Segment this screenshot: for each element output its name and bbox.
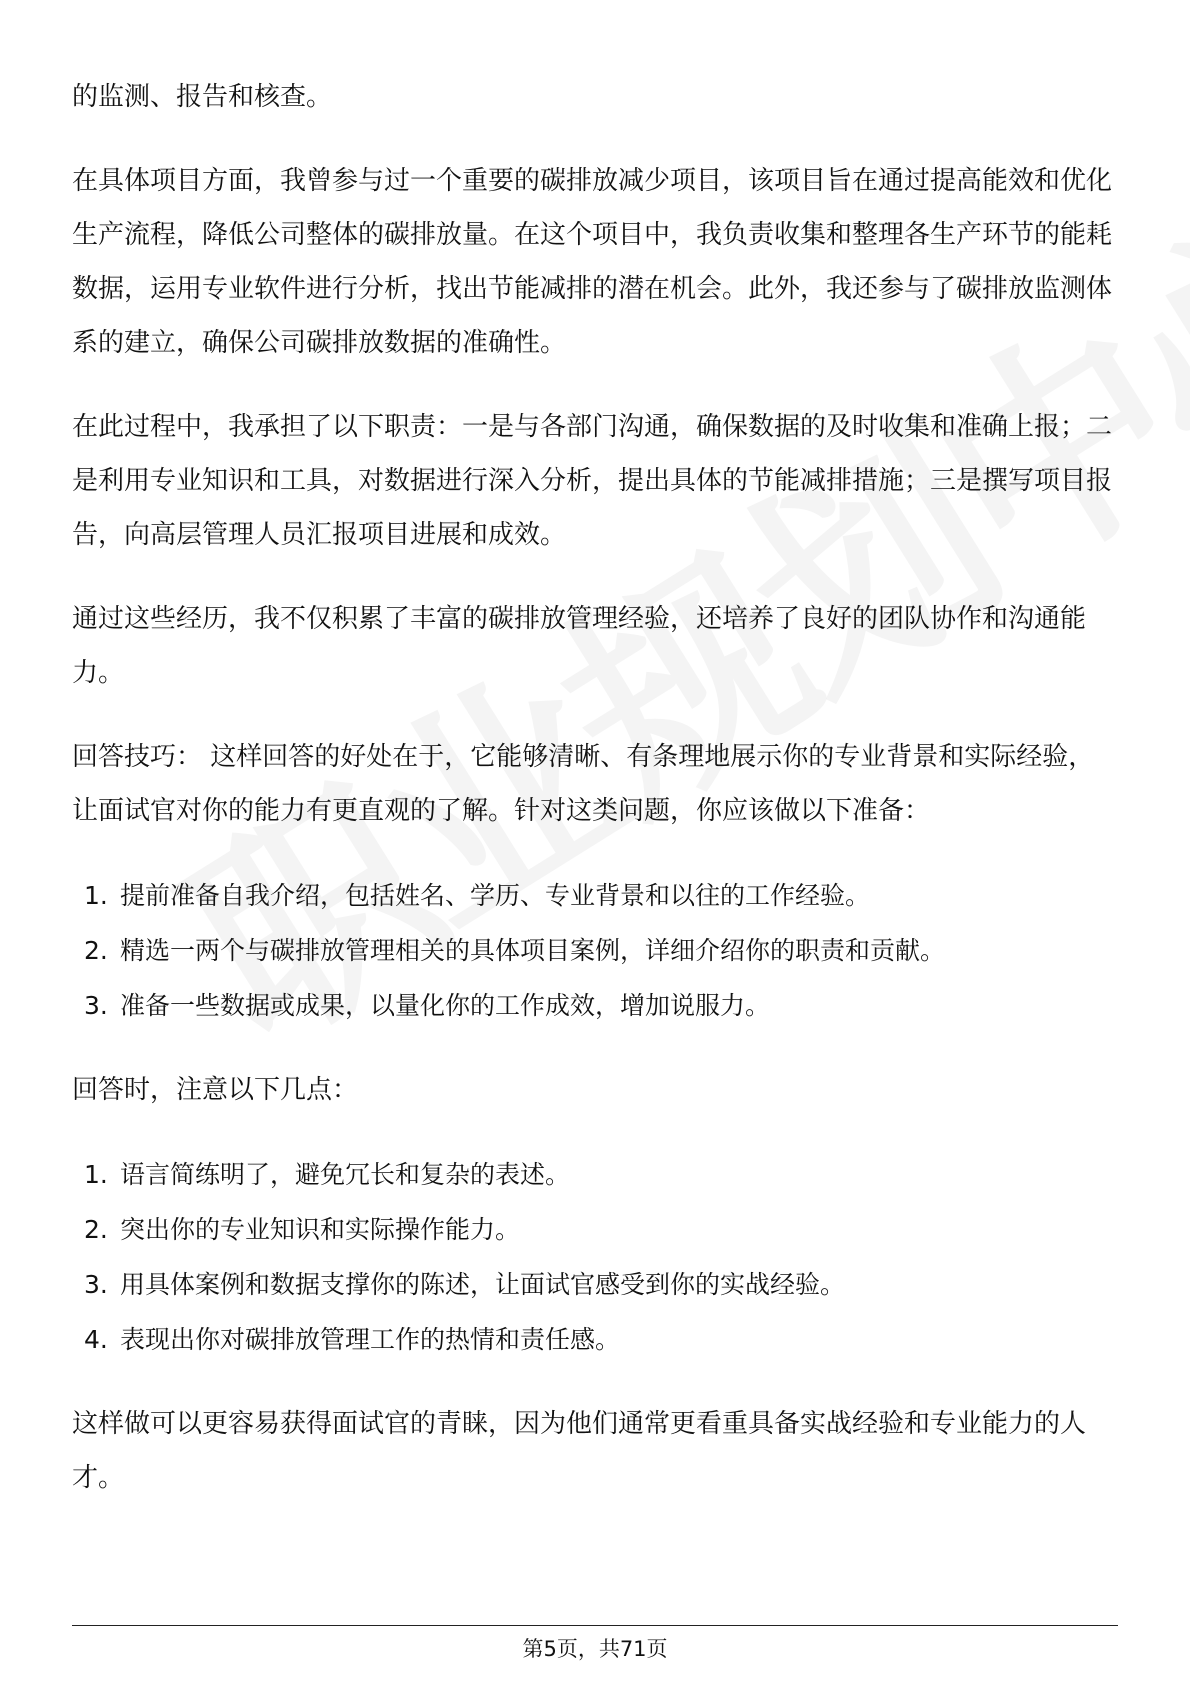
paragraph-attention: 回答时，注意以下几点：: [72, 1075, 359, 1105]
list-number: 3.: [84, 991, 108, 1020]
list-item: [72, 1312, 1118, 1367]
list-item: [72, 1147, 1118, 1202]
list-text: 表现出你对碳排放管理工作的热情和责任感。: [120, 1325, 621, 1354]
paragraph-final: 这样做可以更容易获得面试官的青睐，因为他们通常更看重具备实战经验和专业能力的人才。: [72, 1409, 1087, 1493]
attention-list: [72, 1147, 1118, 1367]
list-number: 3.: [84, 1270, 108, 1299]
footer-divider: [72, 1625, 1118, 1626]
paragraph-duties: 在此过程中，我承担了以下职责：一是与各部门沟通，确保数据的及时收集和准确上报；二是利用专业知识和工具，对数据进行深入分析，提出具体的节能减排措施；三是撰写项目报告，向高层管理人员汇报项目进展和成效。: [72, 412, 1113, 550]
list-item: [72, 923, 1118, 978]
paragraph-project: 在具体项目方面，我曾参与过一个重要的碳排放减少项目，该项目旨在通过提高能效和优化生产流程，降低公司整体的碳排放量。在这个项目中，我负责收集和整理各生产环节的能耗数据，运用专业软件进行分析，找出节能减排的潜在机会。此外，我还参与了碳排放监测体系的建立，确保公司碳排放数据的准确性。: [72, 166, 1113, 358]
paragraph-tips: 回答技巧： 这样回答的好处在于，它能够清晰、有条理地展示你的专业背景和实际经验，让面试官对你的能力有更直观的了解。针对这类问题，你应该做以下准备：: [72, 742, 1095, 826]
list-number: 2.: [84, 936, 108, 965]
list-item: [72, 1202, 1118, 1257]
list-text: 突出你的专业知识和实际操作能力。: [120, 1215, 521, 1244]
list-item: [72, 978, 1118, 1033]
page-number: 第5页，共71页: [522, 1637, 668, 1661]
document-body: [72, 70, 1118, 1535]
list-item: [72, 868, 1118, 923]
list-item: [72, 1257, 1118, 1312]
prepare-list: [72, 868, 1118, 1033]
list-text: 准备一些数据或成果，以量化你的工作成效，增加说服力。: [120, 991, 771, 1020]
list-number: 4.: [84, 1325, 108, 1354]
list-text: 提前准备自我介绍，包括姓名、学历、专业背景和以往的工作经验。: [120, 881, 871, 910]
list-text: 精选一两个与碳排放管理相关的具体项目案例，详细介绍你的职责和贡献。: [120, 936, 946, 965]
paragraph-intro-end: 的监测、报告和核查。: [72, 82, 333, 112]
list-number: 1.: [84, 881, 108, 910]
list-text: 用具体案例和数据支撑你的陈述，让面试官感受到你的实战经验。: [120, 1270, 846, 1299]
list-number: 2.: [84, 1215, 108, 1244]
list-text: 语言简练明了，避免冗长和复杂的表述。: [120, 1160, 571, 1189]
paragraph-experience: 通过这些经历，我不仅积累了丰富的碳排放管理经验，还培养了良好的团队协作和沟通能力。: [72, 604, 1087, 688]
list-number: 1.: [84, 1160, 108, 1189]
